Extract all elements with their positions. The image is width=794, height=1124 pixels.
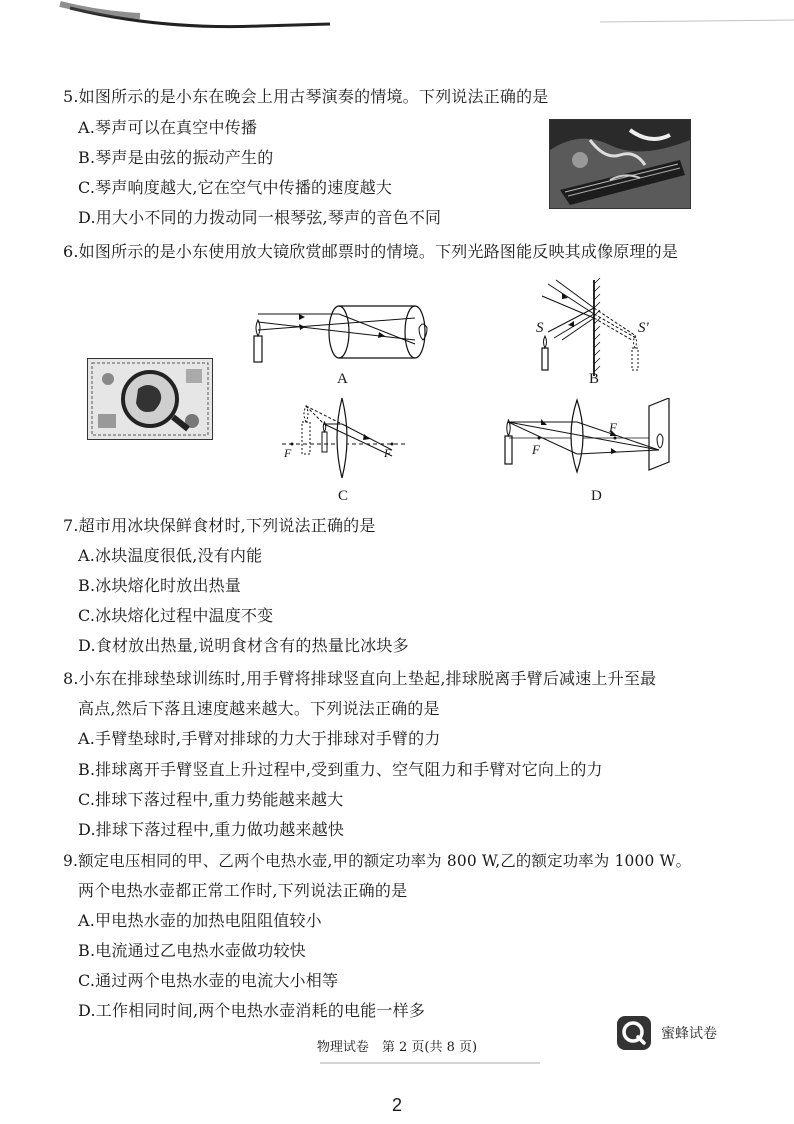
diagram-b-s-label: S [536, 320, 544, 336]
diagram-c [280, 392, 410, 482]
guqin-photo [549, 119, 691, 209]
footer-rule [320, 1060, 540, 1066]
q5-option-c: C.琴声响度越大,它在空气中传播的速度越大 [78, 178, 393, 197]
diagram-c-label: C [338, 488, 349, 504]
diagram-b-s-prime-label: S′ [638, 320, 649, 336]
stamp-magnifier-photo [87, 358, 213, 440]
diagram-d-label: D [591, 488, 602, 504]
diagram-b-label: B [589, 371, 600, 387]
q7-option-d: D.食材放出热量,说明食材含有的热量比冰块多 [78, 636, 409, 655]
q7-option-c: C.冰块熔化过程中温度不变 [78, 606, 274, 625]
q8-option-b: B.排球离开手臂竖直上升过程中,受到重力、空气阻力和手臂对它向上的力 [78, 760, 603, 779]
diagram-d-f-left: F [532, 442, 540, 457]
q9-option-b: B.电流通过乙电热水壶做功较快 [78, 941, 306, 960]
diagram-a-label: A [337, 371, 348, 387]
q5-option-a: A.琴声可以在真空中传播 [78, 118, 258, 137]
q5-stem-line-1: 5.如图所示的是小东在晚会上用古琴演奏的情境。下列说法正确的是 [63, 87, 549, 106]
q9-option-d: D.工作相同时间,两个电热水壶消耗的电能一样多 [78, 1001, 426, 1020]
q8-stem-line-1: 8.小东在排球垫球训练时,用手臂将排球竖直向上垫起,排球脱离手臂后减速上升至最 [63, 669, 657, 688]
page-footer: 物理试卷 第 2 页(共 8 页) [316, 1040, 478, 1055]
q8-option-d: D.排球下落过程中,重力做功越来越快 [78, 820, 345, 839]
diagram-d [497, 398, 677, 478]
diagram-c-f-right: F [384, 446, 392, 460]
q8-option-a: A.手臂垫球时,手臂对排球的力大于排球对手臂的力 [78, 729, 441, 748]
q7-stem-line-1: 7.超市用冰块保鲜食材时,下列说法正确的是 [63, 516, 376, 535]
watermark-text: 蜜蜂试卷 [661, 1026, 717, 1042]
diagram-c-f-left: F [284, 446, 292, 460]
q9-option-c: C.通过两个电热水壶的电流大小相等 [78, 971, 339, 990]
q7-option-b: B.冰块熔化时放出热量 [78, 576, 242, 595]
diagram-a [245, 300, 445, 380]
q9-option-a: A.甲电热水壶的加热电阻阻值较小 [78, 911, 322, 930]
diagram-d-f-right: F [609, 420, 617, 435]
q9-stem-line-1: 9.额定电压相同的甲、乙两个电热水壶,甲的额定功率为 800 W,乙的额定功率为 1000 W。 [63, 852, 692, 870]
q9-stem-line-2: 两个电热水壶都正常工作时,下列说法正确的是 [78, 881, 408, 900]
q8-stem-line-2: 高点,然后下落且速度越来越大。下列说法正确的是 [78, 699, 440, 718]
scan-edge [0, 0, 794, 60]
q8-option-c: C.排球下落过程中,重力势能越来越大 [78, 790, 344, 809]
q6-stem-line-1: 6.如图所示的是小东使用放大镜欣赏邮票时的情境。下列光路图能反映其成像原理的是 [63, 242, 679, 261]
q5-option-b: B.琴声是由弦的振动产生的 [78, 148, 274, 167]
page-number: 2 [391, 1095, 402, 1115]
q7-option-a: A.冰块温度很低,没有内能 [78, 546, 263, 565]
q5-option-d: D.用大小不同的力拨动同一根琴弦,琴声的音色不同 [78, 208, 442, 227]
